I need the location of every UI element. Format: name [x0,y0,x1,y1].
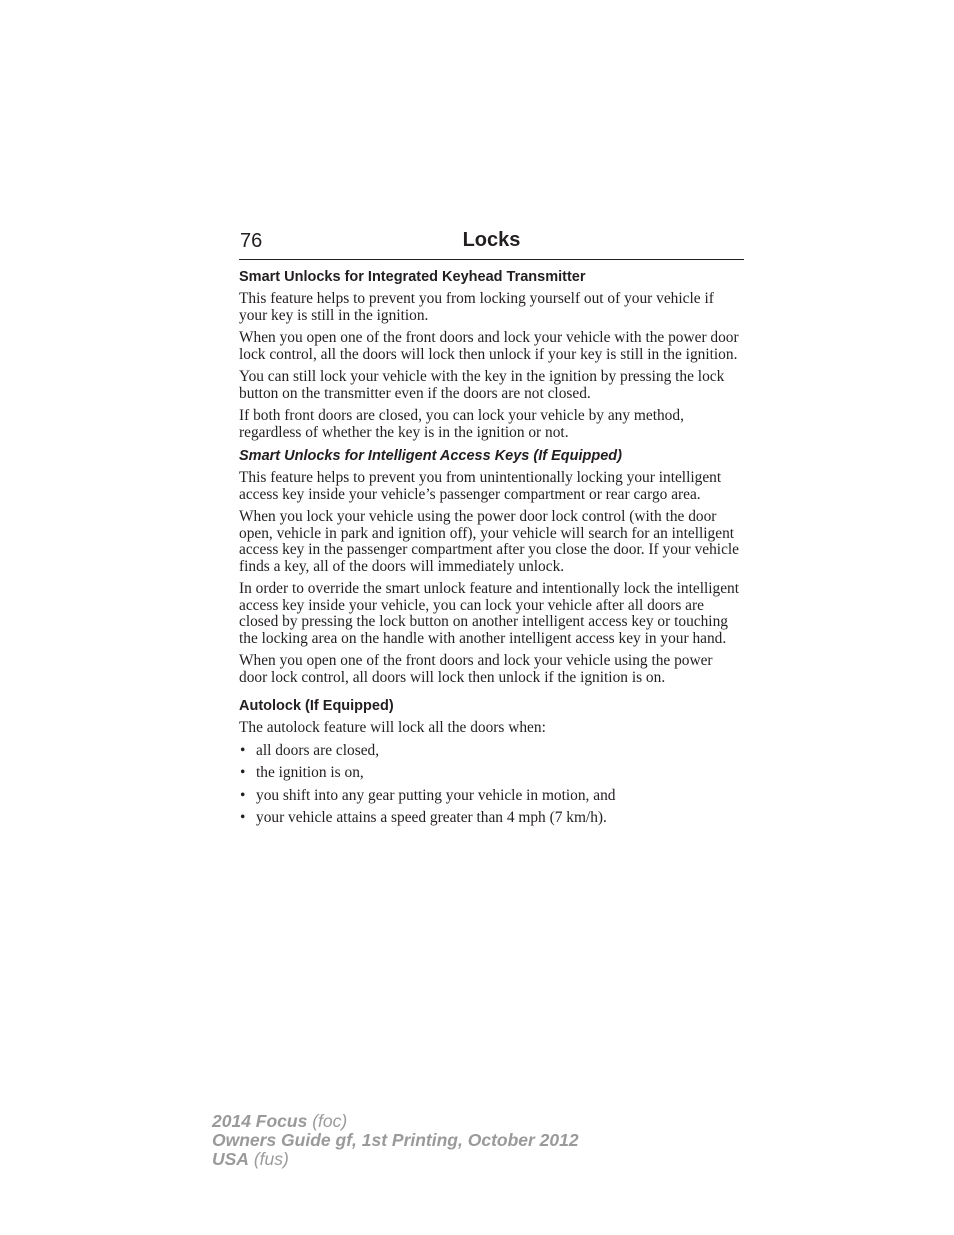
page-content [239,268,744,833]
list-item-text: the ignition is on, [256,764,364,781]
footer-market: USA [212,1149,249,1169]
list-item [239,765,744,782]
bullet-icon: • [240,786,246,804]
footer-model-line [212,1112,579,1131]
page-number: 76 [240,230,263,252]
list-item [239,788,744,805]
list-item [239,743,744,760]
list-item-text: your vehicle attains a speed greater than 4 mph (7 km/h). [256,809,607,826]
paragraph: In order to override the smart unlock feature and intentionally lock the intelligent access key inside your vehicle, you can lock your vehicle after all doors are closed by pressing the lock button on another intelligent access key or touching the locking area on the handle with another intelligent access key in your hand. [239,580,740,647]
list-item [239,810,744,827]
footer-guide-line [212,1131,579,1150]
paragraph: If both front doors are closed, you can lock your vehicle by any method, regardless of whether the key is in the ignition or not. [239,407,684,441]
footer-model-code: (foc) [312,1111,348,1131]
bullet-icon: • [240,741,246,759]
paragraph: This feature helps to prevent you from locking yourself out of your vehicle if your key is still in the ignition. [239,290,714,324]
paragraph: You can still lock your vehicle with the key in the ignition by pressing the lock button on the transmitter even if the doors are not closed. [239,368,725,402]
bullet-icon: • [240,764,246,781]
page-header [239,228,744,260]
bullet-icon: • [240,809,246,826]
section-heading: Autolock (If Equipped) [239,698,394,714]
footer-market-line [212,1150,579,1169]
section-heading: Smart Unlocks for Intelligent Access Keys (If Equipped) [239,448,622,464]
footer-guide: Owners Guide gf, 1st Printing, October 2012 [212,1130,579,1150]
page-title: Locks [462,229,521,251]
paragraph: When you lock your vehicle using the power door lock control (with the door open, vehicle in park and ignition off), your vehicle will search for an intelligent access key in the passenger compartment after you close the door. If your vehicle finds a key, all of the doors will immediately unlock. [239,508,740,575]
document-footer [212,1112,579,1169]
list-item-text: you shift into any gear putting your vehicle in motion, and [256,786,616,804]
section-heading: Smart Unlocks for Integrated Keyhead Transmitter [239,269,586,285]
paragraph: This feature helps to prevent you from unintentionally locking your intelligent access key inside your vehicle’s passenger compartment or rear cargo area. [239,469,722,503]
paragraph: When you open one of the front doors and lock your vehicle with the power door lock control, all the doors will lock then unlock if your key is still in the ignition. [239,329,739,363]
bullet-list [239,743,744,827]
paragraph: When you open one of the front doors and lock your vehicle using the power door lock control, all doors will lock then unlock if the ignition is on. [239,652,713,686]
footer-market-code: (fus) [253,1149,289,1169]
list-item-text: all doors are closed, [256,741,380,759]
footer-model: 2014 Focus [212,1111,308,1131]
paragraph: The autolock feature will lock all the doors when: [239,719,546,736]
